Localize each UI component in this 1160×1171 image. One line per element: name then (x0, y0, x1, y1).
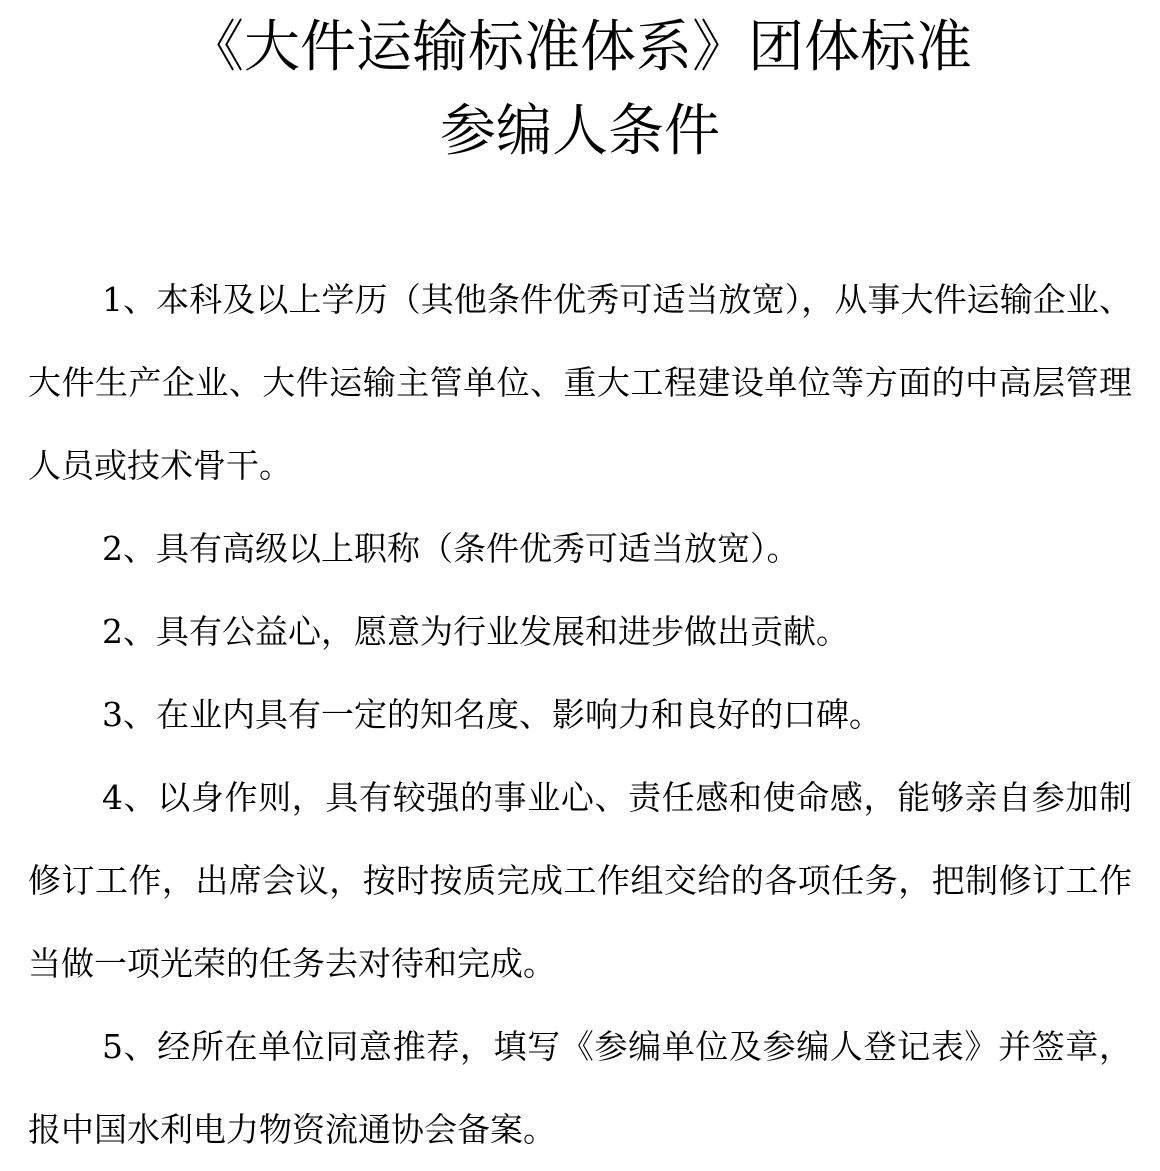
document-body (28, 258, 1132, 1171)
paragraph-text: 4、以身作则，具有较强的事业心、责任感和使命感，能够亲自参加制修订工作，出席会议，按时按质完成工作组交给的各项任务，把制修订工作当做一项光荣的任务去对待和完成。 (28, 778, 1132, 983)
paragraph-text: 2、具有高级以上职称（条件优秀可适当放宽）。 (102, 529, 800, 568)
paragraph-text: 1、本科及以上学历（其他条件优秀可适当放宽），从事大件运输企业、大件生产企业、大件运输主管单位、重大工程建设单位等方面的中高层管理人员或技术骨干。 (28, 280, 1132, 485)
paragraph-text: 2、具有公益心，愿意为行业发展和进步做出贡献。 (102, 612, 849, 651)
paragraph-text: 3、在业内具有一定的知名度、影响力和良好的口碑。 (102, 695, 882, 734)
paragraph-2 (28, 507, 1132, 590)
document-title-line-2: 参编人条件 (440, 99, 720, 164)
paragraph-3 (28, 590, 1132, 673)
paragraph-4 (28, 673, 1132, 756)
paragraph-5 (28, 756, 1132, 1005)
paragraph-6 (28, 1005, 1132, 1171)
paragraph-text: 5、经所在单位同意推荐，填写《参编单位及参编人登记表》并签章，报中国水利电力物资流通协会备案。 (28, 1027, 1132, 1149)
document-title-line-1: 《大件运输标准体系》团体标准 (188, 15, 972, 80)
paragraph-1 (28, 258, 1132, 507)
